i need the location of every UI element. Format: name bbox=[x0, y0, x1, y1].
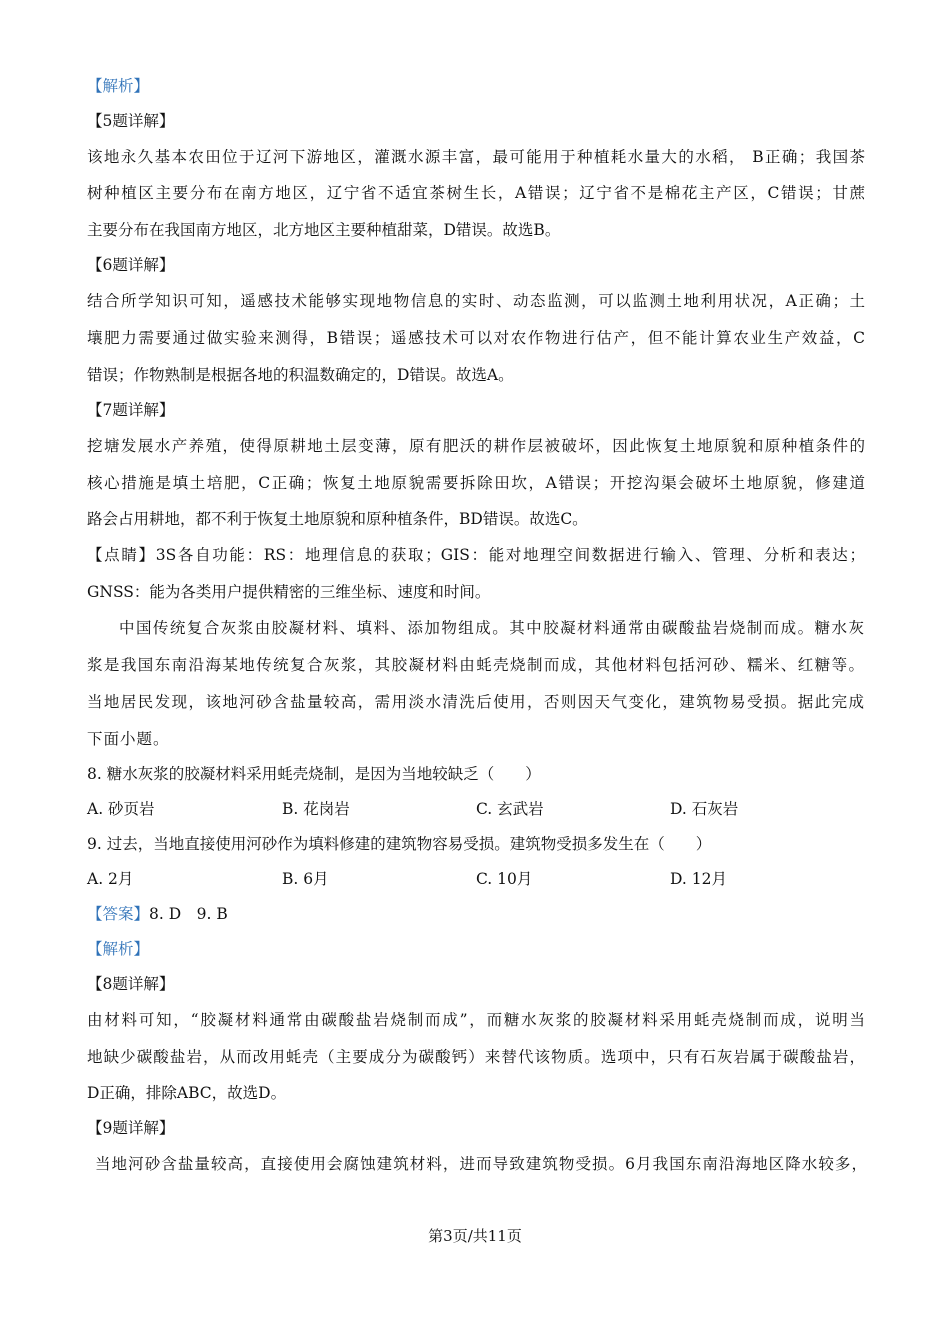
q8-option-d: D. 石灰岩 bbox=[670, 800, 739, 818]
q7-line: 路会占用耕地，都不利于恢复土地原貌和原种植条件，BD错误。故选C。 bbox=[87, 510, 588, 528]
q9-stem: 9. 过去，当地直接使用河砂作为填料修建的建筑物容易受损。建筑物受损多发生在（ ） bbox=[87, 835, 712, 853]
q7-line: 挖塘发展水产养殖，使得原耕地土层变薄，原有肥沃的耕作层被破坏，因此恢复土地原貌和原种植条件的 bbox=[87, 437, 865, 455]
page-number: 第3页/共11页 bbox=[428, 1227, 522, 1245]
material-line: 浆是我国东南沿海某地传统复合灰浆，其胶凝材料由蚝壳烧制而成，其他材料包括河砂、糯米、红糖等。 bbox=[87, 656, 865, 674]
q6-line: 结合所学知识可知，遥感技术能够实现地物信息的实时、动态监测，可以监测土地利用状况，A正确；土 bbox=[87, 292, 865, 310]
q8-option-a: A. 砂页岩 bbox=[87, 800, 155, 818]
q9-option-a: A. 2月 bbox=[87, 870, 134, 888]
material-line: 当地居民发现，该地河砂含盐量较高，需用淡水清洗后使用，否则因天气变化，建筑物易受损。据此完成 bbox=[87, 693, 865, 711]
q8-detail-heading: 【8题详解】 bbox=[87, 975, 175, 993]
q9-option-b: B. 6月 bbox=[282, 870, 329, 888]
answer-label: 【答案】 bbox=[87, 905, 150, 923]
q5-line: 该地永久基本农田位于辽河下游地区，灌溉水源丰富，最可能用于种植耗水量大的水稻， B正确；我国茶 bbox=[87, 148, 865, 166]
q9-options bbox=[87, 868, 865, 890]
material-line: 中国传统复合灰浆由胶凝材料、填料、添加物组成。其中胶凝材料通常由碳酸盐岩烧制而成。糖水灰 bbox=[119, 619, 865, 637]
q9-detail-heading: 【9题详解】 bbox=[87, 1119, 175, 1137]
answer-text: 8. D 9. B bbox=[149, 905, 228, 923]
q8-stem: 8. 糖水灰浆的胶凝材料采用蚝壳烧制，是因为当地较缺乏（ ） bbox=[87, 765, 541, 783]
q8-detail-line: 地缺少碳酸盐岩，从而改用蚝壳（主要成分为碳酸钙）来替代该物质。选项中，只有石灰岩属于碳酸盐岩， bbox=[87, 1048, 865, 1066]
q8-detail-line: 由材料可知，“胶凝材料通常由碳酸盐岩烧制而成”，而糖水灰浆的胶凝材料采用蚝壳烧制而成，说明当 bbox=[87, 1011, 865, 1029]
q5-line: 主要分布在我国南方地区，北方地区主要种植甜菜，D错误。故选B。 bbox=[87, 221, 561, 239]
q6-line: 错误；作物熟制是根据各地的积温数确定的，D错误。故选A。 bbox=[87, 366, 514, 384]
analysis-label: 【解析】 bbox=[87, 940, 150, 958]
q9-detail-line: 当地河砂含盐量较高，直接使用会腐蚀建筑材料，进而导致建筑物受损。6月我国东南沿海地区降水较多， bbox=[95, 1155, 867, 1173]
q5-line: 树种植区主要分布在南方地区，辽宁省不适宜茶树生长，A错误；辽宁省不是棉花主产区，C错误；甘蔗 bbox=[87, 184, 865, 202]
analysis-label: 【解析】 bbox=[87, 77, 150, 95]
q7-line: 核心措施是填土培肥，C正确；恢复土地原貌需要拆除田坎，A错误；开挖沟渠会破坏土地原貌，修建道 bbox=[87, 474, 865, 492]
q6-line: 壤肥力需要通过做实验来测得，B错误；遥感技术可以对农作物进行估产，但不能计算农业生产效益，C bbox=[87, 329, 865, 347]
answer-line bbox=[87, 903, 865, 925]
q8-options bbox=[87, 798, 865, 820]
q8-option-b: B. 花岗岩 bbox=[282, 800, 350, 818]
q7-heading: 【7题详解】 bbox=[87, 401, 175, 419]
q6-heading: 【6题详解】 bbox=[87, 256, 175, 274]
tip-line: 【点睛】3S各自功能：RS：地理信息的获取；GIS：能对地理空间数据进行输入、管理、分析和表达； bbox=[87, 546, 865, 564]
q8-detail-line: D正确，排除ABC，故选D。 bbox=[87, 1084, 287, 1102]
q9-option-d: D. 12月 bbox=[670, 870, 727, 888]
q5-heading: 【5题详解】 bbox=[87, 112, 175, 130]
q9-option-c: C. 10月 bbox=[476, 870, 533, 888]
material-line: 下面小题。 bbox=[87, 730, 170, 748]
q8-option-c: C. 玄武岩 bbox=[476, 800, 544, 818]
tip-line: GNSS：能为各类用户提供精密的三维坐标、速度和时间。 bbox=[87, 583, 491, 601]
